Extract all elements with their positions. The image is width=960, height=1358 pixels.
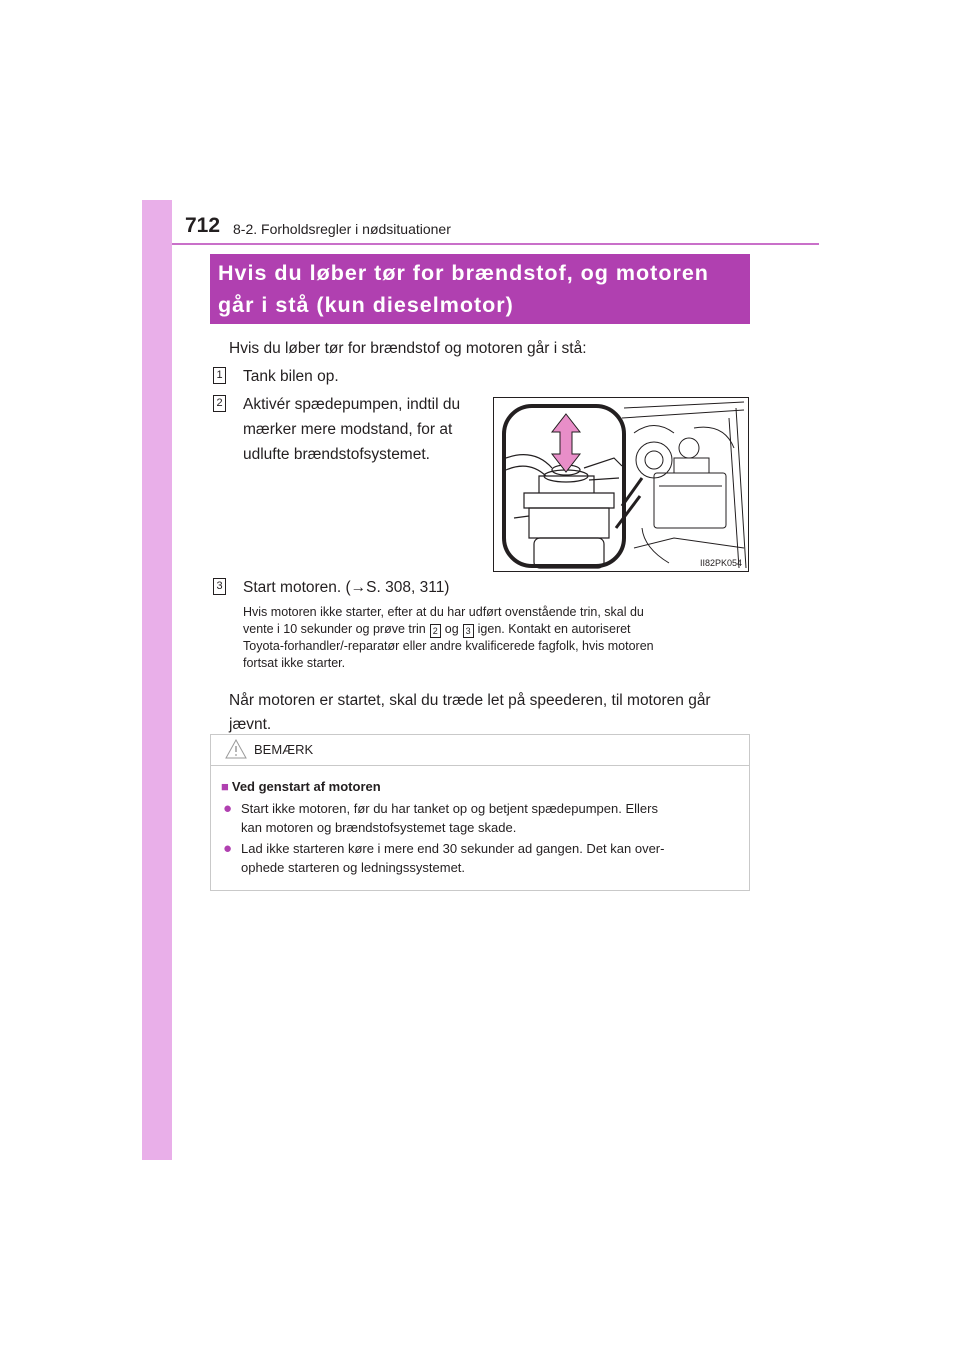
chapter-title: 8-2. Forholdsregler i nødsituationer	[233, 221, 451, 237]
header-rule	[172, 243, 819, 245]
note-line3: Toyota-forhandler/-reparatør eller andre kvalificerede fagfolk, hvis motoren	[243, 639, 654, 653]
step-2-line2: mærker mere modstand, for at	[243, 421, 453, 438]
bullet-dot-icon: ●	[223, 840, 233, 857]
note-line2-post: igen. Kontakt en autoriseret	[477, 622, 631, 636]
notice-bullet-1-line2: kan motoren og brændstofsystemet tage skade.	[241, 820, 517, 835]
figure-code: II82PK054	[699, 558, 742, 568]
final-paragraph	[229, 689, 747, 737]
step-3-text	[243, 575, 449, 600]
notice-bullet-1	[221, 799, 743, 837]
notice-bullet-2-line1: Lad ikke starteren køre i mere end 30 sekunder ad gangen. Det kan over-	[241, 841, 665, 856]
step-ref-3: 3	[463, 624, 474, 638]
final-line1: Når motoren er startet, skal du træde let på speederen, til motoren går	[229, 692, 711, 709]
note-line1: Hvis motoren ikke starter, efter at du har udført ovenstående trin, skal du	[243, 605, 644, 619]
notice-bullet-2	[221, 839, 743, 877]
side-tab	[142, 200, 172, 1160]
notice-subtitle: Ved genstart af motoren	[231, 779, 381, 794]
step-2-text	[243, 392, 483, 467]
notice-bullet-1-line1: Start ikke motoren, før du har tanket op og betjent spædepumpen. Ellers	[241, 801, 658, 816]
bullet-dot-icon: ●	[223, 800, 233, 817]
section-title-line2: går i stå (kun dieselmotor)	[218, 293, 514, 317]
note-line2-mid: og	[444, 622, 459, 636]
engine-illustration	[493, 397, 749, 572]
step-number-3: 3	[213, 578, 226, 595]
step-1-line: Tank bilen op.	[243, 368, 339, 385]
step-ref-2: 2	[430, 624, 441, 638]
intro-text: Hvis du løber tør for brændstof og motoren går i stå:	[229, 340, 587, 357]
warning-triangle-icon	[225, 739, 247, 759]
notice-label: BEMÆRK	[254, 742, 314, 757]
final-line2: jævnt.	[229, 716, 272, 733]
step-1-text	[243, 364, 339, 389]
note-line2	[243, 621, 745, 638]
step-number-2: 2	[213, 395, 226, 412]
step-2-line3: udlufte brændstofsystemet.	[243, 446, 430, 463]
note-line2-pre: vente i 10 sekunder og prøve trin	[243, 622, 426, 636]
notice-box	[210, 734, 750, 891]
notice-bullet-1-text	[241, 799, 743, 837]
notice-bullet-2-line2: ophede starteren og ledningssystemet.	[241, 860, 466, 875]
step-3-line: Start motoren. (→S. 308, 311)	[243, 579, 450, 596]
section-title-line1: Hvis du løber tør for brændstof, og motoren	[218, 261, 709, 285]
page-number: 712	[185, 214, 221, 237]
note-line4: fortsat ikke starter.	[243, 656, 346, 670]
step-2-line1: Aktivér spædepumpen, indtil du	[243, 396, 461, 413]
notice-bullet-2-text	[241, 839, 743, 877]
note-paragraph	[243, 604, 745, 672]
priming-pump-drawing	[494, 398, 749, 572]
section-title	[210, 254, 750, 324]
square-bullet-icon: ■	[221, 779, 229, 794]
notice-header	[211, 735, 749, 766]
notice-subtitle-row	[221, 779, 381, 794]
step-number-1: 1	[213, 367, 226, 384]
